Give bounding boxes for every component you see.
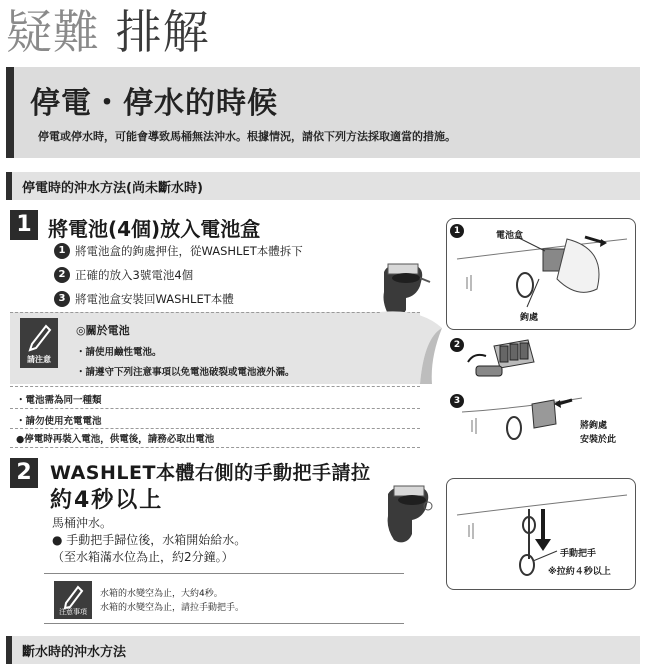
divider [10,386,420,387]
step-marker: 2 [450,338,464,352]
step2-title-line1: WASHLET本體右側的手動把手請拉 [50,462,371,484]
page-curl-decoration [380,308,450,384]
battery-insertion-drawing [464,332,554,388]
circled-number: 3 [54,291,70,307]
section-title: 斷水時的沖水方法 [22,645,127,660]
step1-title: 將電池(4個)放入電池盒 [48,217,261,241]
page-heading-strong: 排解 [115,5,210,59]
section-bar-water-outage [6,636,640,664]
step-marker: 3 [450,394,464,408]
section-bar-power-outage [6,172,640,200]
step2-title-line2: 約4秒以上 [50,488,164,513]
battery-rule: ・電池需為同一種類 [16,395,102,406]
notice-line: 水箱的水變空為止，請拉手動把手。 [100,603,245,613]
divider [44,623,404,624]
label-install-hook-1: 將鉤處 [580,421,608,431]
page-heading-light: 疑難 [6,5,100,59]
battery-box-drawing [447,219,635,329]
label-install-hook-2: 安裝於此 [580,435,617,445]
label-hook: 鉤處 [520,313,539,323]
battery-rule: ●停電時再裝入電池，供電後，請務必取出電池 [16,434,215,445]
step-number-1: 1 [10,210,38,240]
caution-icon-label: 請注意 [27,355,51,364]
banner-subtitle: 停電或停水時，可能會導致馬桶無法沖水。根據情況，請依下列方法採取適當的措施。 [38,130,456,143]
page-heading [6,2,210,62]
caution-icon [20,318,58,368]
section-title: 停電時的沖水方法(尚未斷水時) [22,181,203,196]
step1-item-text: 將電池盒安裝回WASHLET本體 [75,292,234,306]
step1-item-2 [54,267,193,283]
section-mark [6,172,12,200]
notice-icon [54,581,92,619]
banner-accent-bar [6,67,14,158]
notice-icon-label: 注意事項 [59,608,87,616]
divider [10,447,420,448]
battery-reinstall-drawing [462,392,582,452]
divider [44,573,404,574]
step1-item-text: 正確的放入3號電池4個 [75,268,194,282]
step-marker: 1 [450,224,464,238]
step2-text: ● 手動把手歸位後，水箱開始給水。 [52,533,247,547]
note-heading: ◎關於電池 [76,324,130,337]
label-pull-duration: ※拉約４秒以上 [548,567,611,577]
toilet-illustration [372,472,444,550]
pen-icon [20,318,58,352]
step2-text: 馬桶沖水。 [52,516,113,530]
circled-number: 2 [54,267,70,283]
label-manual-handle: 手動把手 [560,549,597,559]
circled-number: 1 [54,243,70,259]
banner-title: 停電・停水的時候 [30,86,278,121]
notice-line: 水箱的水變空為止，大約4秒。 [100,589,223,599]
step1-item-3 [54,291,234,307]
note-line: ・請使用鹼性電池。 [76,347,162,358]
step2-text: （至水箱滿水位為止，約2分鐘。） [52,550,234,564]
step-number-2: 2 [10,458,38,488]
divider [10,428,420,429]
section-mark [6,636,12,664]
battery-rule: ・請勿使用充電電池 [16,416,102,427]
divider [10,408,420,409]
note-line: ・請遵守下列注意事項以免電池破裂或電池液外漏。 [76,367,295,378]
pen-icon [54,581,92,609]
step1-item-text: 將電池盒的鉤處押住，從WASHLET本體拆下 [75,244,303,258]
label-battery-box: 電池盒 [496,231,524,241]
step1-item-1 [54,243,303,259]
